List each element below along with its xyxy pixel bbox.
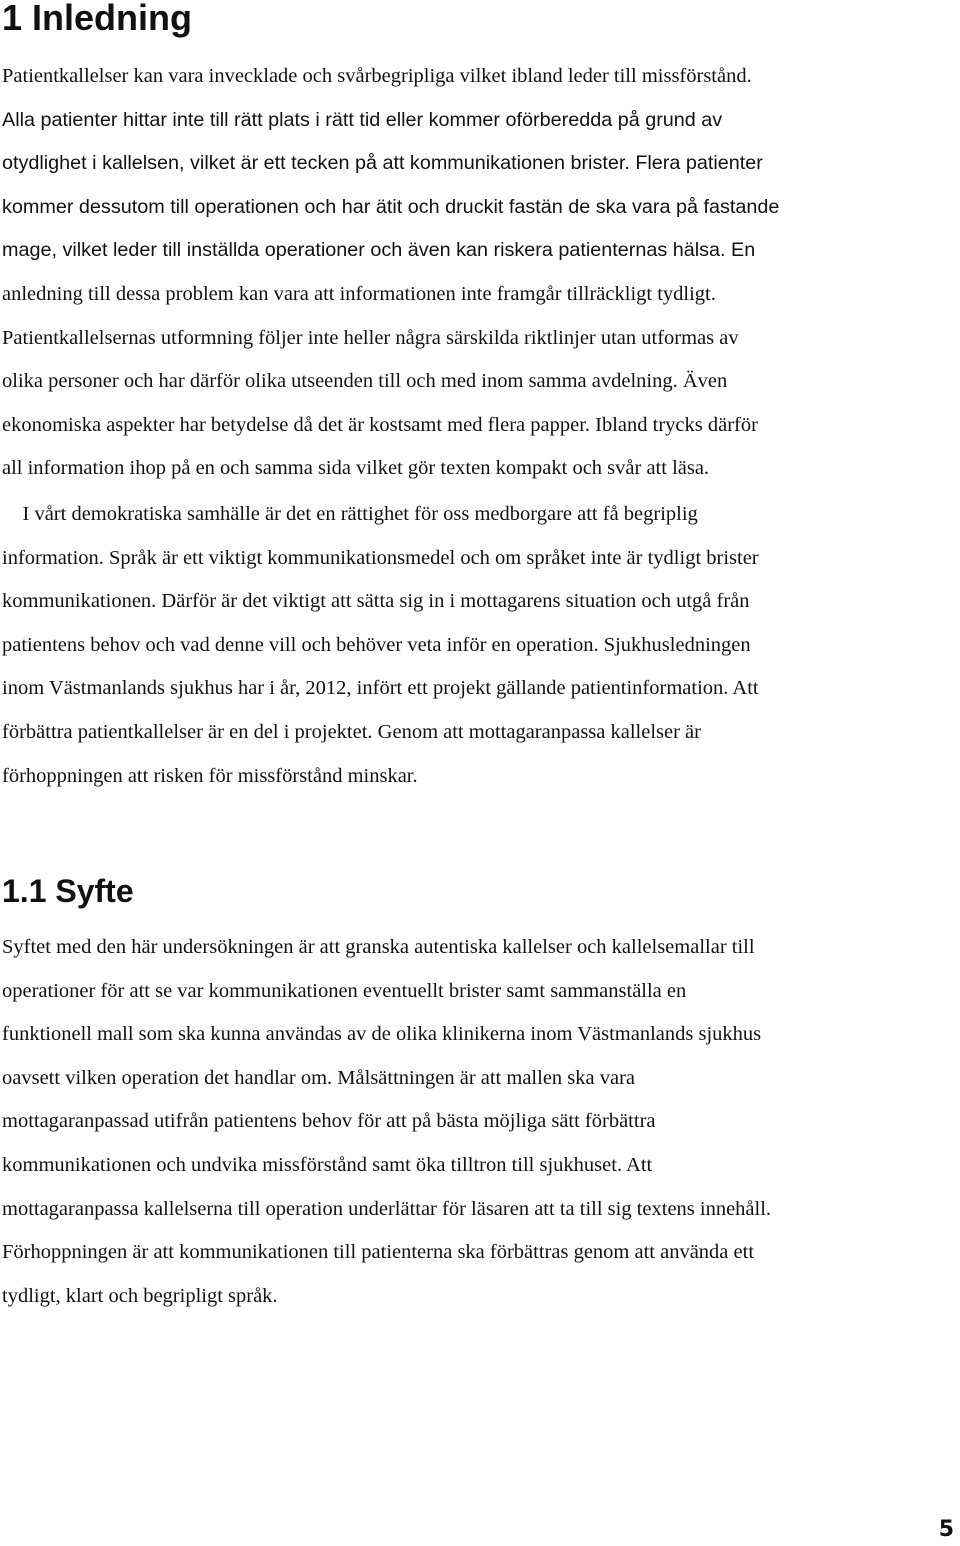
text-line: I vårt demokratiska samhälle är det en rättighet för oss medborgare att få begriplig: [2, 503, 698, 525]
text-line: information. Språk är ett viktigt kommunikationsmedel och om språket inte är tydligt brister: [2, 546, 759, 569]
text-line: mottagaranpassad utifrån patientens behov för att på bästa möjliga sätt förbättra: [2, 1110, 656, 1133]
second-paragraph: [2, 493, 960, 798]
text-line: tydligt, klart och begripligt språk.: [2, 1284, 278, 1307]
text-line: anledning till dessa problem kan vara att informationen inte framgår tillräckligt tydligt.: [2, 282, 716, 305]
text-line: funktionell mall som ska kunna användas av de olika klinikerna inom Västmanlands sjukhus: [2, 1023, 762, 1046]
text-line: förbättra patientkallelser är en del i projektet. Genom att mottagaranpassa kallelser är: [2, 720, 701, 743]
text-line: operationer för att se var kommunikationen eventuellt brister samt sammanställa en: [2, 979, 687, 1002]
page-number: 5: [938, 1517, 954, 1542]
text-line: kommer dessutom till operationen och har ätit och druckit fastän de ska vara på fastande: [2, 195, 780, 218]
text-line: kommunikationen och undvika missförstånd samt öka tilltron till sjukhuset. Att: [2, 1153, 653, 1176]
text-line: Patientkallelser kan vara invecklade och svårbegripliga vilket ibland leder till missförstånd.: [2, 65, 752, 87]
text-line: mage, vilket leder till inställda operationer och även kan riskera patienternas hälsa. En: [2, 239, 756, 262]
section-heading: 1.1 Syfte: [2, 873, 134, 909]
chapter-heading: 1 Inledning: [2, 0, 193, 38]
intro-paragraph: [2, 55, 960, 491]
text-line: kommunikationen. Därför är det viktigt att sätta sig in i mottagarens situation och utgå från: [2, 590, 750, 613]
text-line: Patientkallelsernas utformning följer inte heller några särskilda riktlinjer utan utformas av: [2, 326, 739, 349]
text-line: Syftet med den här undersökningen är att granska autentiska kallelser och kallelsemallar till: [2, 936, 755, 958]
text-line: patientens behov och vad denne vill och behöver veta inför en operation. Sjukhusledningen: [2, 633, 751, 656]
text-line: all information ihop på en och samma sida vilket gör texten kompakt och svår att läsa.: [2, 457, 710, 480]
text-line: Förhoppningen är att kommunikationen till patienterna ska förbättras genom att använda ett: [2, 1241, 755, 1264]
text-line: otydlighet i kallelsen, vilket är ett tecken på att kommunikationen brister. Flera patienter: [2, 152, 763, 175]
text-line: mottagaranpassa kallelserna till operation underlättar för läsaren att ta till sig textens innehåll.: [2, 1197, 772, 1220]
text-line: Alla patienter hittar inte till rätt plats i rätt tid eller kommer oförberedda på grund av: [2, 108, 723, 131]
text-line: olika personer och har därför olika utseenden till och med inom samma avdelning. Även: [2, 370, 728, 393]
syfte-paragraph: [2, 926, 960, 1318]
text-line: oavsett vilken operation det handlar om. Målsättningen är att mallen ska vara: [2, 1066, 636, 1089]
text-line: inom Västmanlands sjukhus har i år, 2012, infört ett projekt gällande patientinformation. Att: [2, 677, 759, 700]
text-line: ekonomiska aspekter har betydelse då det är kostsamt med flera papper. Ibland trycks därför: [2, 413, 758, 436]
text-line: förhoppningen att risken för missförstånd minskar.: [2, 764, 418, 787]
